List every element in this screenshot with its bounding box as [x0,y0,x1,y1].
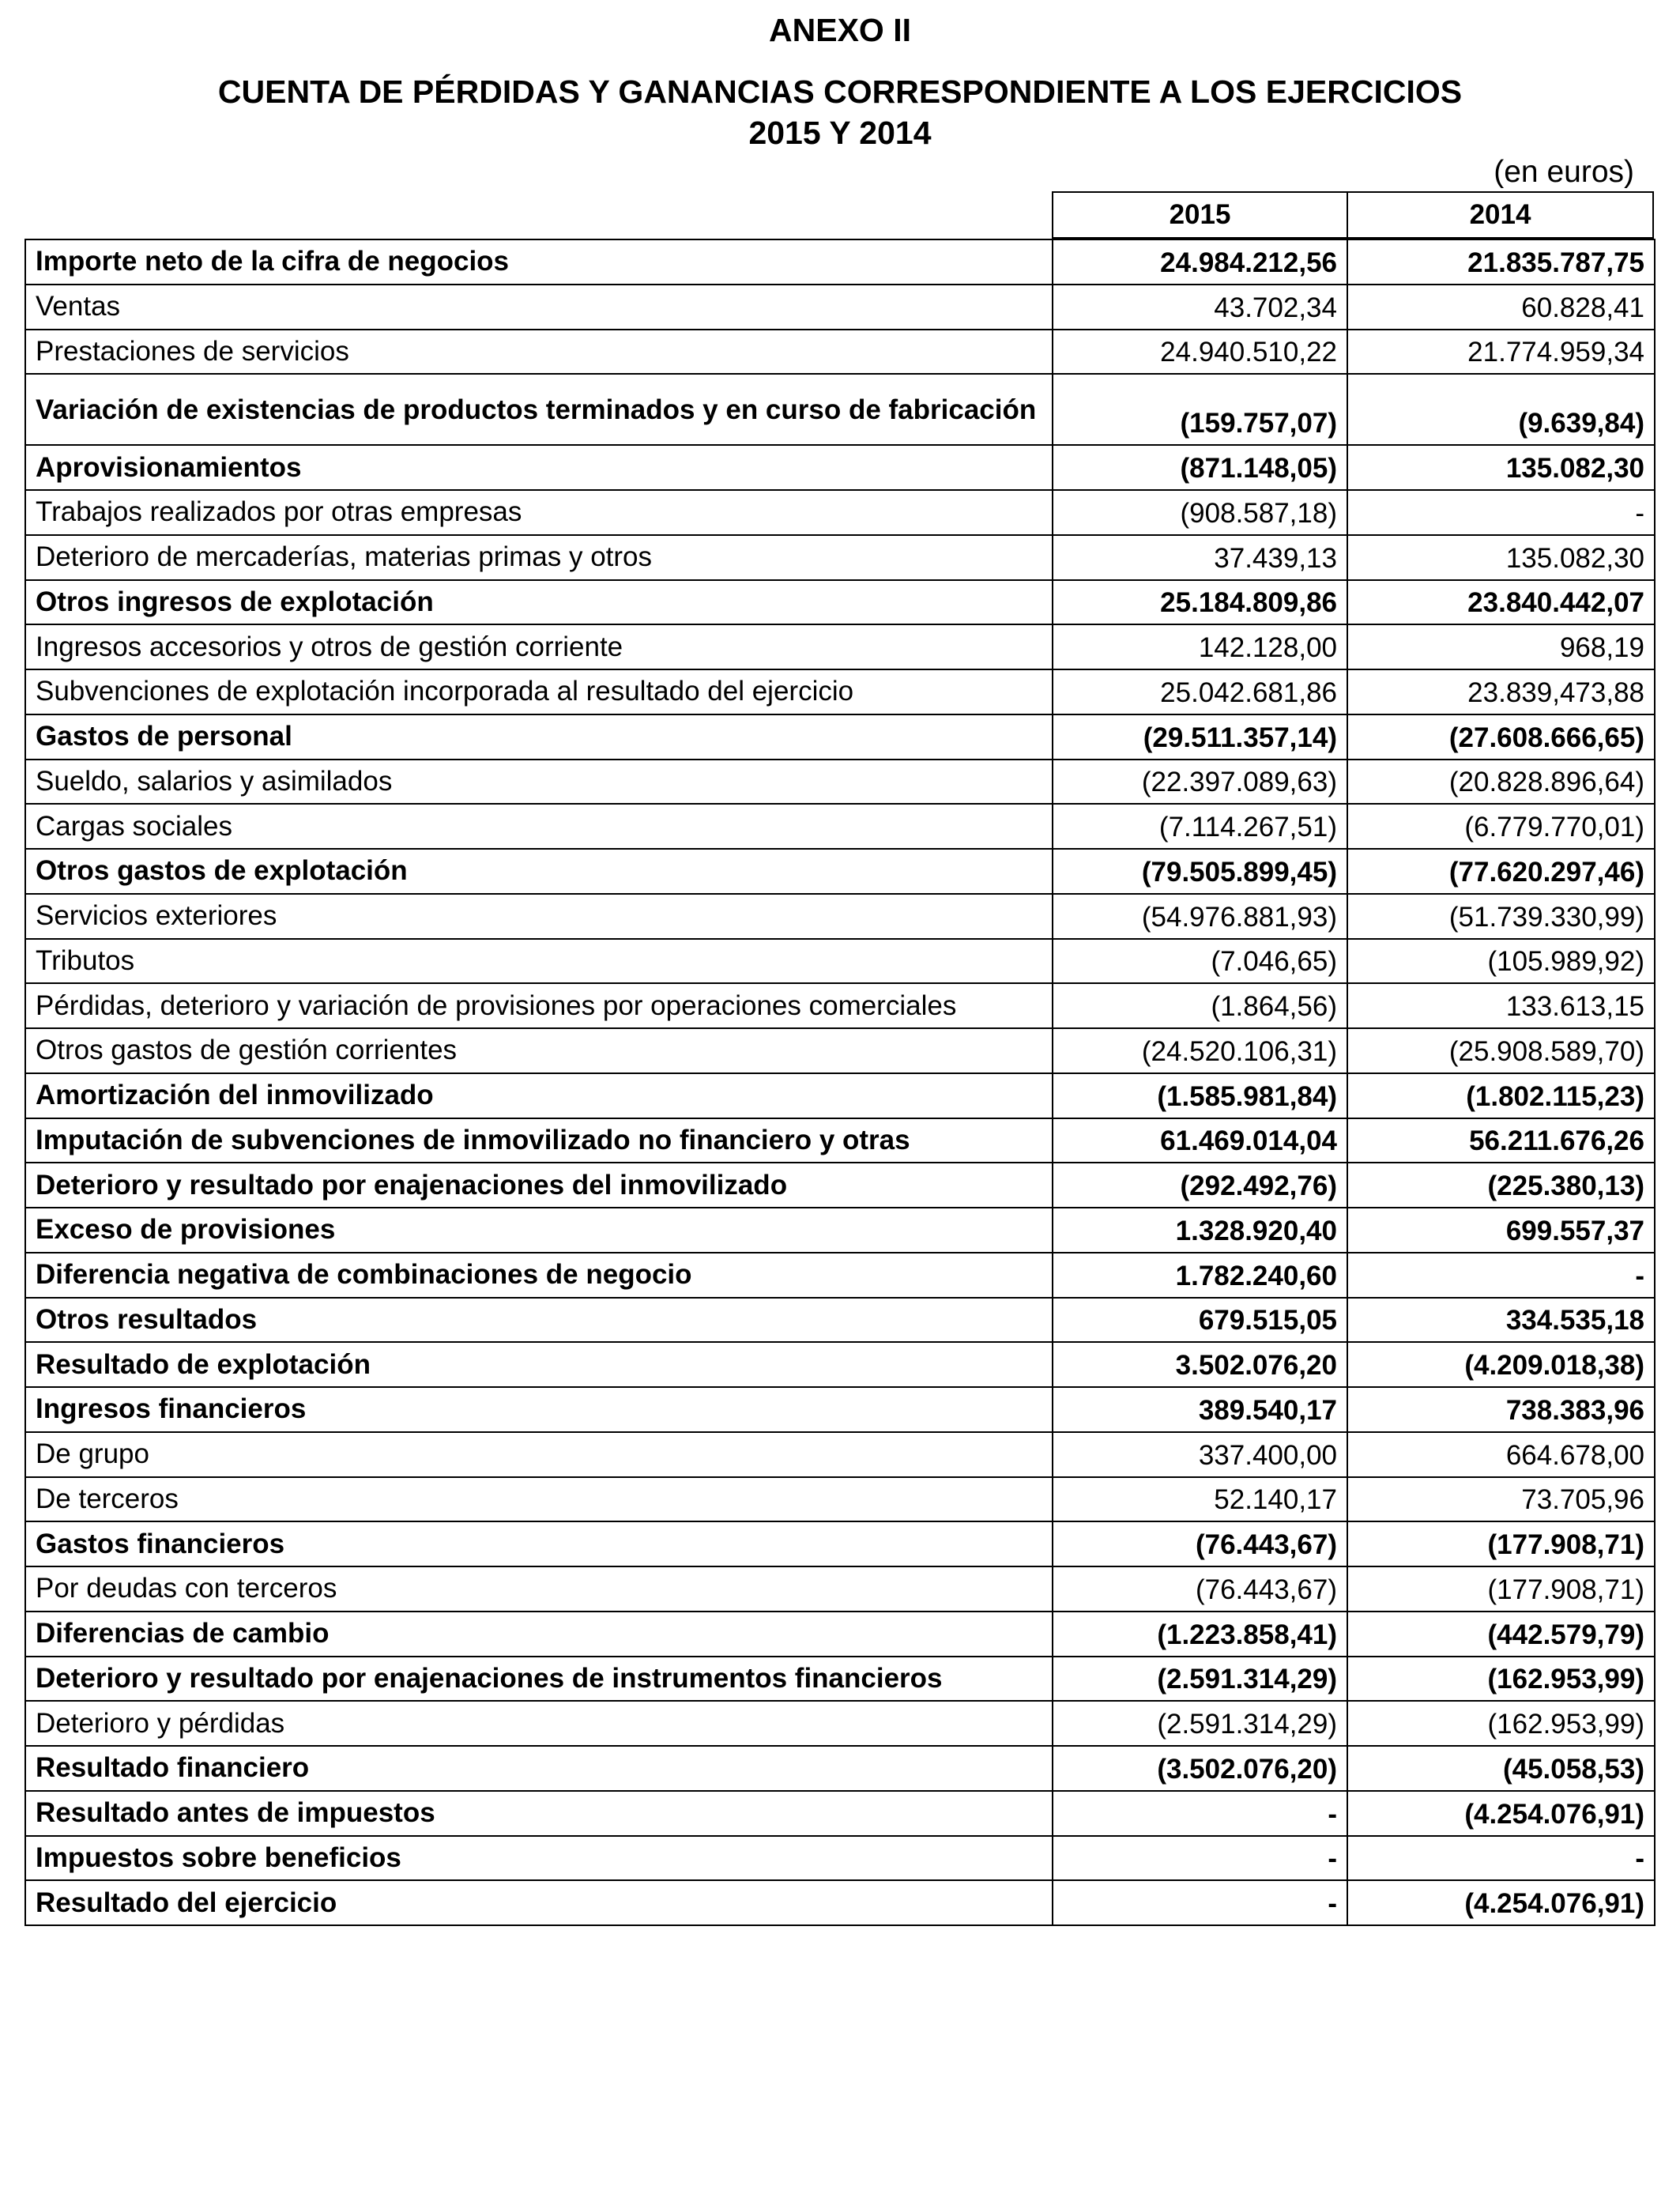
value-2015: 25.042.681,86 [1053,669,1347,714]
value-2015: 337.400,00 [1053,1432,1347,1477]
table-row [25,445,1655,490]
table-row [25,1880,1655,1925]
table-row [25,1791,1655,1836]
row-label: Pérdidas, deterioro y variación de provisiones por operaciones comerciales [25,983,1053,1028]
row-label: Deterioro de mercaderías, materias primas y otros [25,535,1053,580]
row-label: Resultado de explotación [25,1342,1053,1387]
value-2014: - [1347,490,1655,535]
value-2014: 23.840.442,07 [1347,580,1655,625]
row-label: Resultado antes de impuestos [25,1791,1053,1836]
table-row [25,1657,1655,1702]
value-2014: (225.380,13) [1347,1163,1655,1208]
value-2014: 60.828,41 [1347,285,1655,330]
value-2015: (908.587,18) [1053,490,1347,535]
value-2014: - [1347,1253,1655,1298]
value-2014: 738.383,96 [1347,1387,1655,1432]
value-2015: (2.591.314,29) [1053,1701,1347,1746]
value-2015: 43.702,34 [1053,285,1347,330]
value-2014: 135.082,30 [1347,535,1655,580]
value-2014: (442.579,79) [1347,1612,1655,1657]
value-2014: 133.613,15 [1347,983,1655,1028]
value-2015: (24.520.106,31) [1053,1028,1347,1073]
table-row [25,624,1655,669]
table-row [25,1073,1655,1118]
value-2015: (7.046,65) [1053,939,1347,984]
annex-title: ANEXO II [769,12,911,48]
value-2014: 135.082,30 [1347,445,1655,490]
value-2015: (159.757,07) [1053,374,1347,445]
value-2015: 24.940.510,22 [1053,330,1347,375]
row-label: Servicios exteriores [25,894,1053,939]
value-2015: 1.328.920,40 [1053,1208,1347,1253]
value-2015: (3.502.076,20) [1053,1746,1347,1791]
table-row [25,804,1655,849]
table-row [25,849,1655,894]
value-2015: (29.511.357,14) [1053,714,1347,760]
row-label: De grupo [25,1432,1053,1477]
value-2014: 968,19 [1347,624,1655,669]
value-2015: (7.114.267,51) [1053,804,1347,849]
row-label: Ingresos financieros [25,1387,1053,1432]
table-row [25,1342,1655,1387]
table-row [25,535,1655,580]
value-2015: 25.184.809,86 [1053,580,1347,625]
currency-units-note: (en euros) [1494,155,1634,189]
table-row [25,1253,1655,1298]
value-2014: 23.839,473,88 [1347,669,1655,714]
value-2014: 334.535,18 [1347,1298,1655,1343]
table-row [25,983,1655,1028]
row-label: Gastos financieros [25,1521,1053,1566]
table-row [25,894,1655,939]
row-label: Ventas [25,285,1053,330]
value-2015: (54.976.881,93) [1053,894,1347,939]
value-2014: 21.835.787,75 [1347,239,1655,285]
title-line-1: CUENTA DE PÉRDIDAS Y GANANCIAS CORRESPONDIENTE A LOS EJERCICIOS [217,74,1463,110]
value-2014: 56.211.676,26 [1347,1118,1655,1163]
row-label: Prestaciones de servicios [25,330,1053,375]
value-2014: (4.254.076,91) [1347,1880,1655,1925]
row-label: Otros gastos de gestión corrientes [25,1028,1053,1073]
table-row [25,760,1655,805]
row-label: Otros ingresos de explotación [25,580,1053,625]
row-label: Trabajos realizados por otras empresas [25,490,1053,535]
value-2014: - [1347,1836,1655,1881]
table-row [25,1701,1655,1746]
row-label: Variación de existencias de productos terminados y en curso de fabricación [25,374,1053,445]
value-2014: (45.058,53) [1347,1746,1655,1791]
column-header-2015: 2015 [1053,193,1348,237]
row-label: Exceso de provisiones [25,1208,1053,1253]
value-2014: (177.908,71) [1347,1521,1655,1566]
value-2015: 142.128,00 [1053,624,1347,669]
value-2014: (77.620.297,46) [1347,849,1655,894]
table-row [25,1387,1655,1432]
table-row [25,1028,1655,1073]
table-row [25,1746,1655,1791]
value-2014: (105.989,92) [1347,939,1655,984]
value-2014: 21.774.959,34 [1347,330,1655,375]
row-label: Resultado financiero [25,1746,1053,1791]
table-row [25,1298,1655,1343]
table-row [25,1432,1655,1477]
row-label: Amortización del inmovilizado [25,1073,1053,1118]
value-2015: 1.782.240,60 [1053,1253,1347,1298]
row-label: Deterioro y resultado por enajenaciones de instrumentos financieros [25,1657,1053,1702]
row-label: De terceros [25,1477,1053,1522]
row-label: Imputación de subvenciones de inmovilizado no financiero y otras [25,1118,1053,1163]
value-2015: (76.443,67) [1053,1521,1347,1566]
title-line-2: 2015 Y 2014 [748,115,932,151]
value-2014: (51.739.330,99) [1347,894,1655,939]
value-2015: 24.984.212,56 [1053,239,1347,285]
value-2015: 37.439,13 [1053,535,1347,580]
table-row [25,1118,1655,1163]
value-2015: (79.505.899,45) [1053,849,1347,894]
value-2015: (1.223.858,41) [1053,1612,1347,1657]
row-label: Diferencias de cambio [25,1612,1053,1657]
table-row [25,490,1655,535]
table-row [25,1208,1655,1253]
value-2014: (9.639,84) [1347,374,1655,445]
row-label: Impuestos sobre beneficios [25,1836,1053,1881]
value-2014: (6.779.770,01) [1347,804,1655,849]
table-row [25,374,1655,445]
table-row [25,1612,1655,1657]
table-row [25,330,1655,375]
row-label: Por deudas con terceros [25,1566,1053,1612]
value-2015: - [1053,1880,1347,1925]
table-row [25,1163,1655,1208]
value-2014: (162.953,99) [1347,1701,1655,1746]
value-2015: (292.492,76) [1053,1163,1347,1208]
table-row [25,714,1655,760]
value-2015: 52.140,17 [1053,1477,1347,1522]
profit-loss-table [24,239,1656,1926]
row-label: Sueldo, salarios y asimilados [25,760,1053,805]
document-title [0,71,1680,153]
value-2014: 73.705,96 [1347,1477,1655,1522]
table-row [25,1521,1655,1566]
value-2014: (1.802.115,23) [1347,1073,1655,1118]
table-row [25,669,1655,714]
value-2014: 664.678,00 [1347,1432,1655,1477]
value-2015: (76.443,67) [1053,1566,1347,1612]
value-2015: 61.469.014,04 [1053,1118,1347,1163]
value-2015: - [1053,1791,1347,1836]
value-2014: (27.608.666,65) [1347,714,1655,760]
value-2014: (162.953,99) [1347,1657,1655,1702]
row-label: Tributos [25,939,1053,984]
value-2015: (1.864,56) [1053,983,1347,1028]
value-2014: (4.254.076,91) [1347,1791,1655,1836]
row-label: Deterioro y resultado por enajenaciones del inmovilizado [25,1163,1053,1208]
value-2015: (871.148,05) [1053,445,1347,490]
table-row [25,939,1655,984]
row-label: Importe neto de la cifra de negocios [25,239,1053,285]
table-row [25,239,1655,285]
row-label: Otros resultados [25,1298,1053,1343]
value-2014: (177.908,71) [1347,1566,1655,1612]
table-row [25,1836,1655,1881]
value-2015: 389.540,17 [1053,1387,1347,1432]
column-header-2014: 2014 [1469,199,1531,230]
value-2015: 679.515,05 [1053,1298,1347,1343]
value-2015: - [1053,1836,1347,1881]
value-2015: (1.585.981,84) [1053,1073,1347,1118]
row-label: Subvenciones de explotación incorporada al resultado del ejercicio [25,669,1053,714]
year-column-header [1052,191,1654,239]
value-2015: (2.591.314,29) [1053,1657,1347,1702]
row-label: Aprovisionamientos [25,445,1053,490]
row-label: Ingresos accesorios y otros de gestión corriente [25,624,1053,669]
value-2015: (22.397.089,63) [1053,760,1347,805]
value-2014: (4.209.018,38) [1347,1342,1655,1387]
value-2015: 3.502.076,20 [1053,1342,1347,1387]
profit-loss-table-body [25,239,1655,1925]
row-label: Deterioro y pérdidas [25,1701,1053,1746]
table-row [25,1566,1655,1612]
row-label: Otros gastos de explotación [25,849,1053,894]
row-label: Cargas sociales [25,804,1053,849]
table-row [25,580,1655,625]
value-2014: (25.908.589,70) [1347,1028,1655,1073]
row-label: Gastos de personal [25,714,1053,760]
value-2014: 699.557,37 [1347,1208,1655,1253]
value-2014: (20.828.896,64) [1347,760,1655,805]
table-row [25,1477,1655,1522]
row-label: Diferencia negativa de combinaciones de negocio [25,1253,1053,1298]
table-row [25,285,1655,330]
row-label: Resultado del ejercicio [25,1880,1053,1925]
